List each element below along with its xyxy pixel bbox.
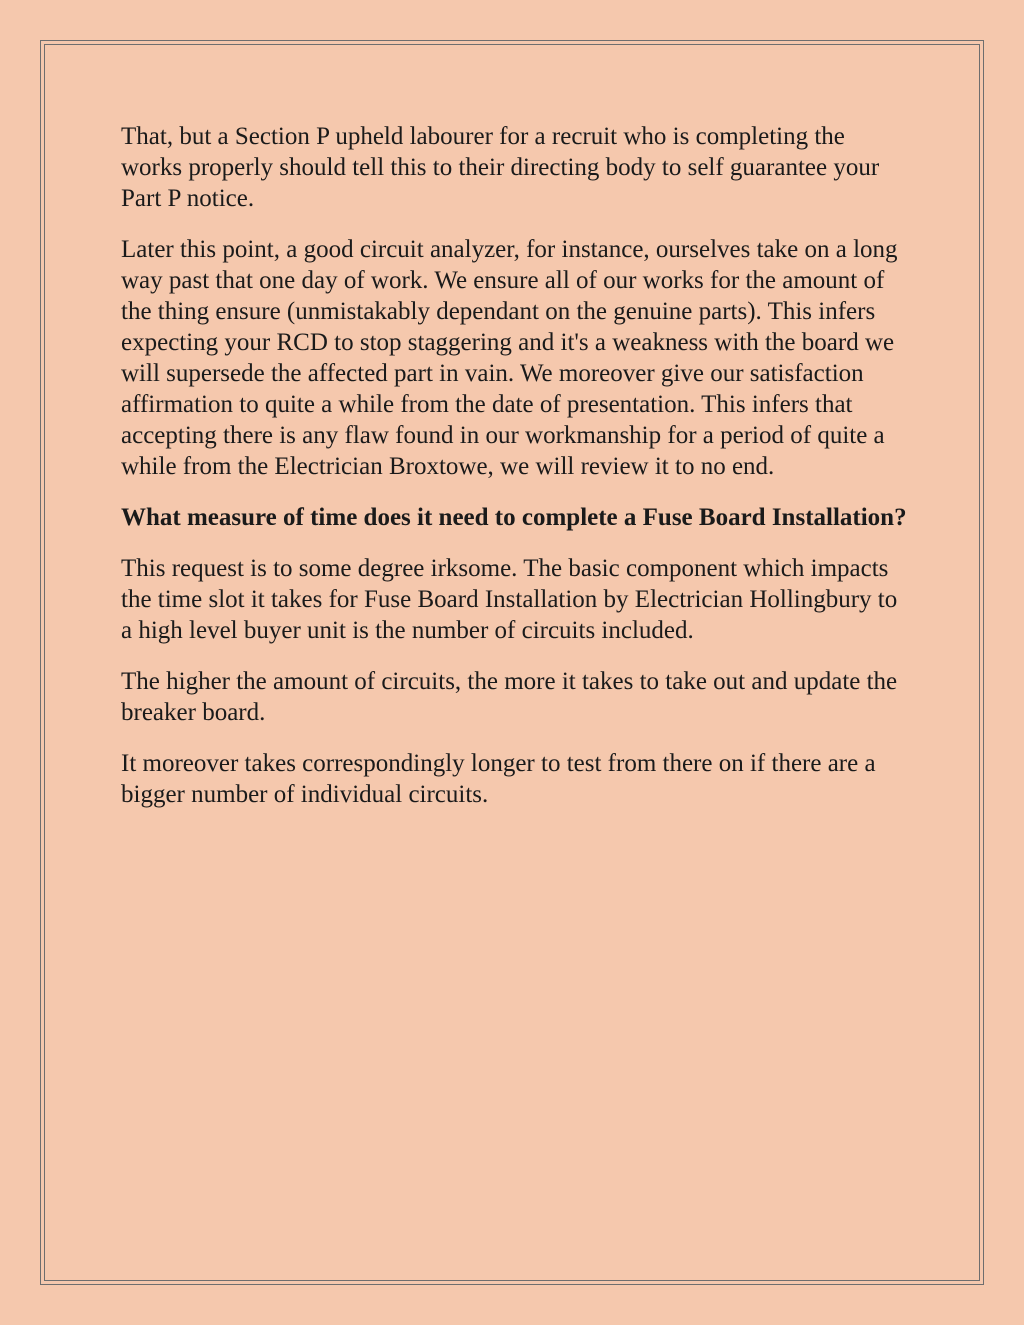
paragraph-circuit-amount: The higher the amount of circuits, the more it takes to take out and update the breaker board.	[121, 668, 898, 726]
section-heading: What measure of time does it need to complete a Fuse Board Installation?	[121, 504, 907, 531]
paragraph-testing-time: It moreover takes correspondingly longer to test from there on if there are a bigger number of individual circuits.	[121, 750, 876, 808]
paragraph-irksome-request: This request is to some degree irksome. The basic component which impacts the time slot it takes for Fuse Board Installation by Electrician Hollingbury to a high level buyer unit is the number of circuits included.	[121, 555, 898, 644]
document-body	[121, 121, 911, 830]
paragraph-circuit-analyzer: Later this point, a good circuit analyzer, for instance, ourselves take on a long way past that one day of work. We ensure all of our works for the amount of the thing ensure (unmistakably dependant on the genuine parts). This infers expecting your RCD to stop staggering and it's a weakness with the board we will supersede the affected part in vain. We moreover give our satisfaction affirmation to quite a while from the date of presentation. This infers that accepting there is any flaw found in our workmanship for a period of quite a while from the Electrician Broxtowe, we will review it to no end.	[121, 236, 898, 480]
paragraph-section-p: That, but a Section P upheld labourer for a recruit who is completing the works properly should tell this to their directing body to self guarantee your Part P notice.	[121, 123, 880, 212]
